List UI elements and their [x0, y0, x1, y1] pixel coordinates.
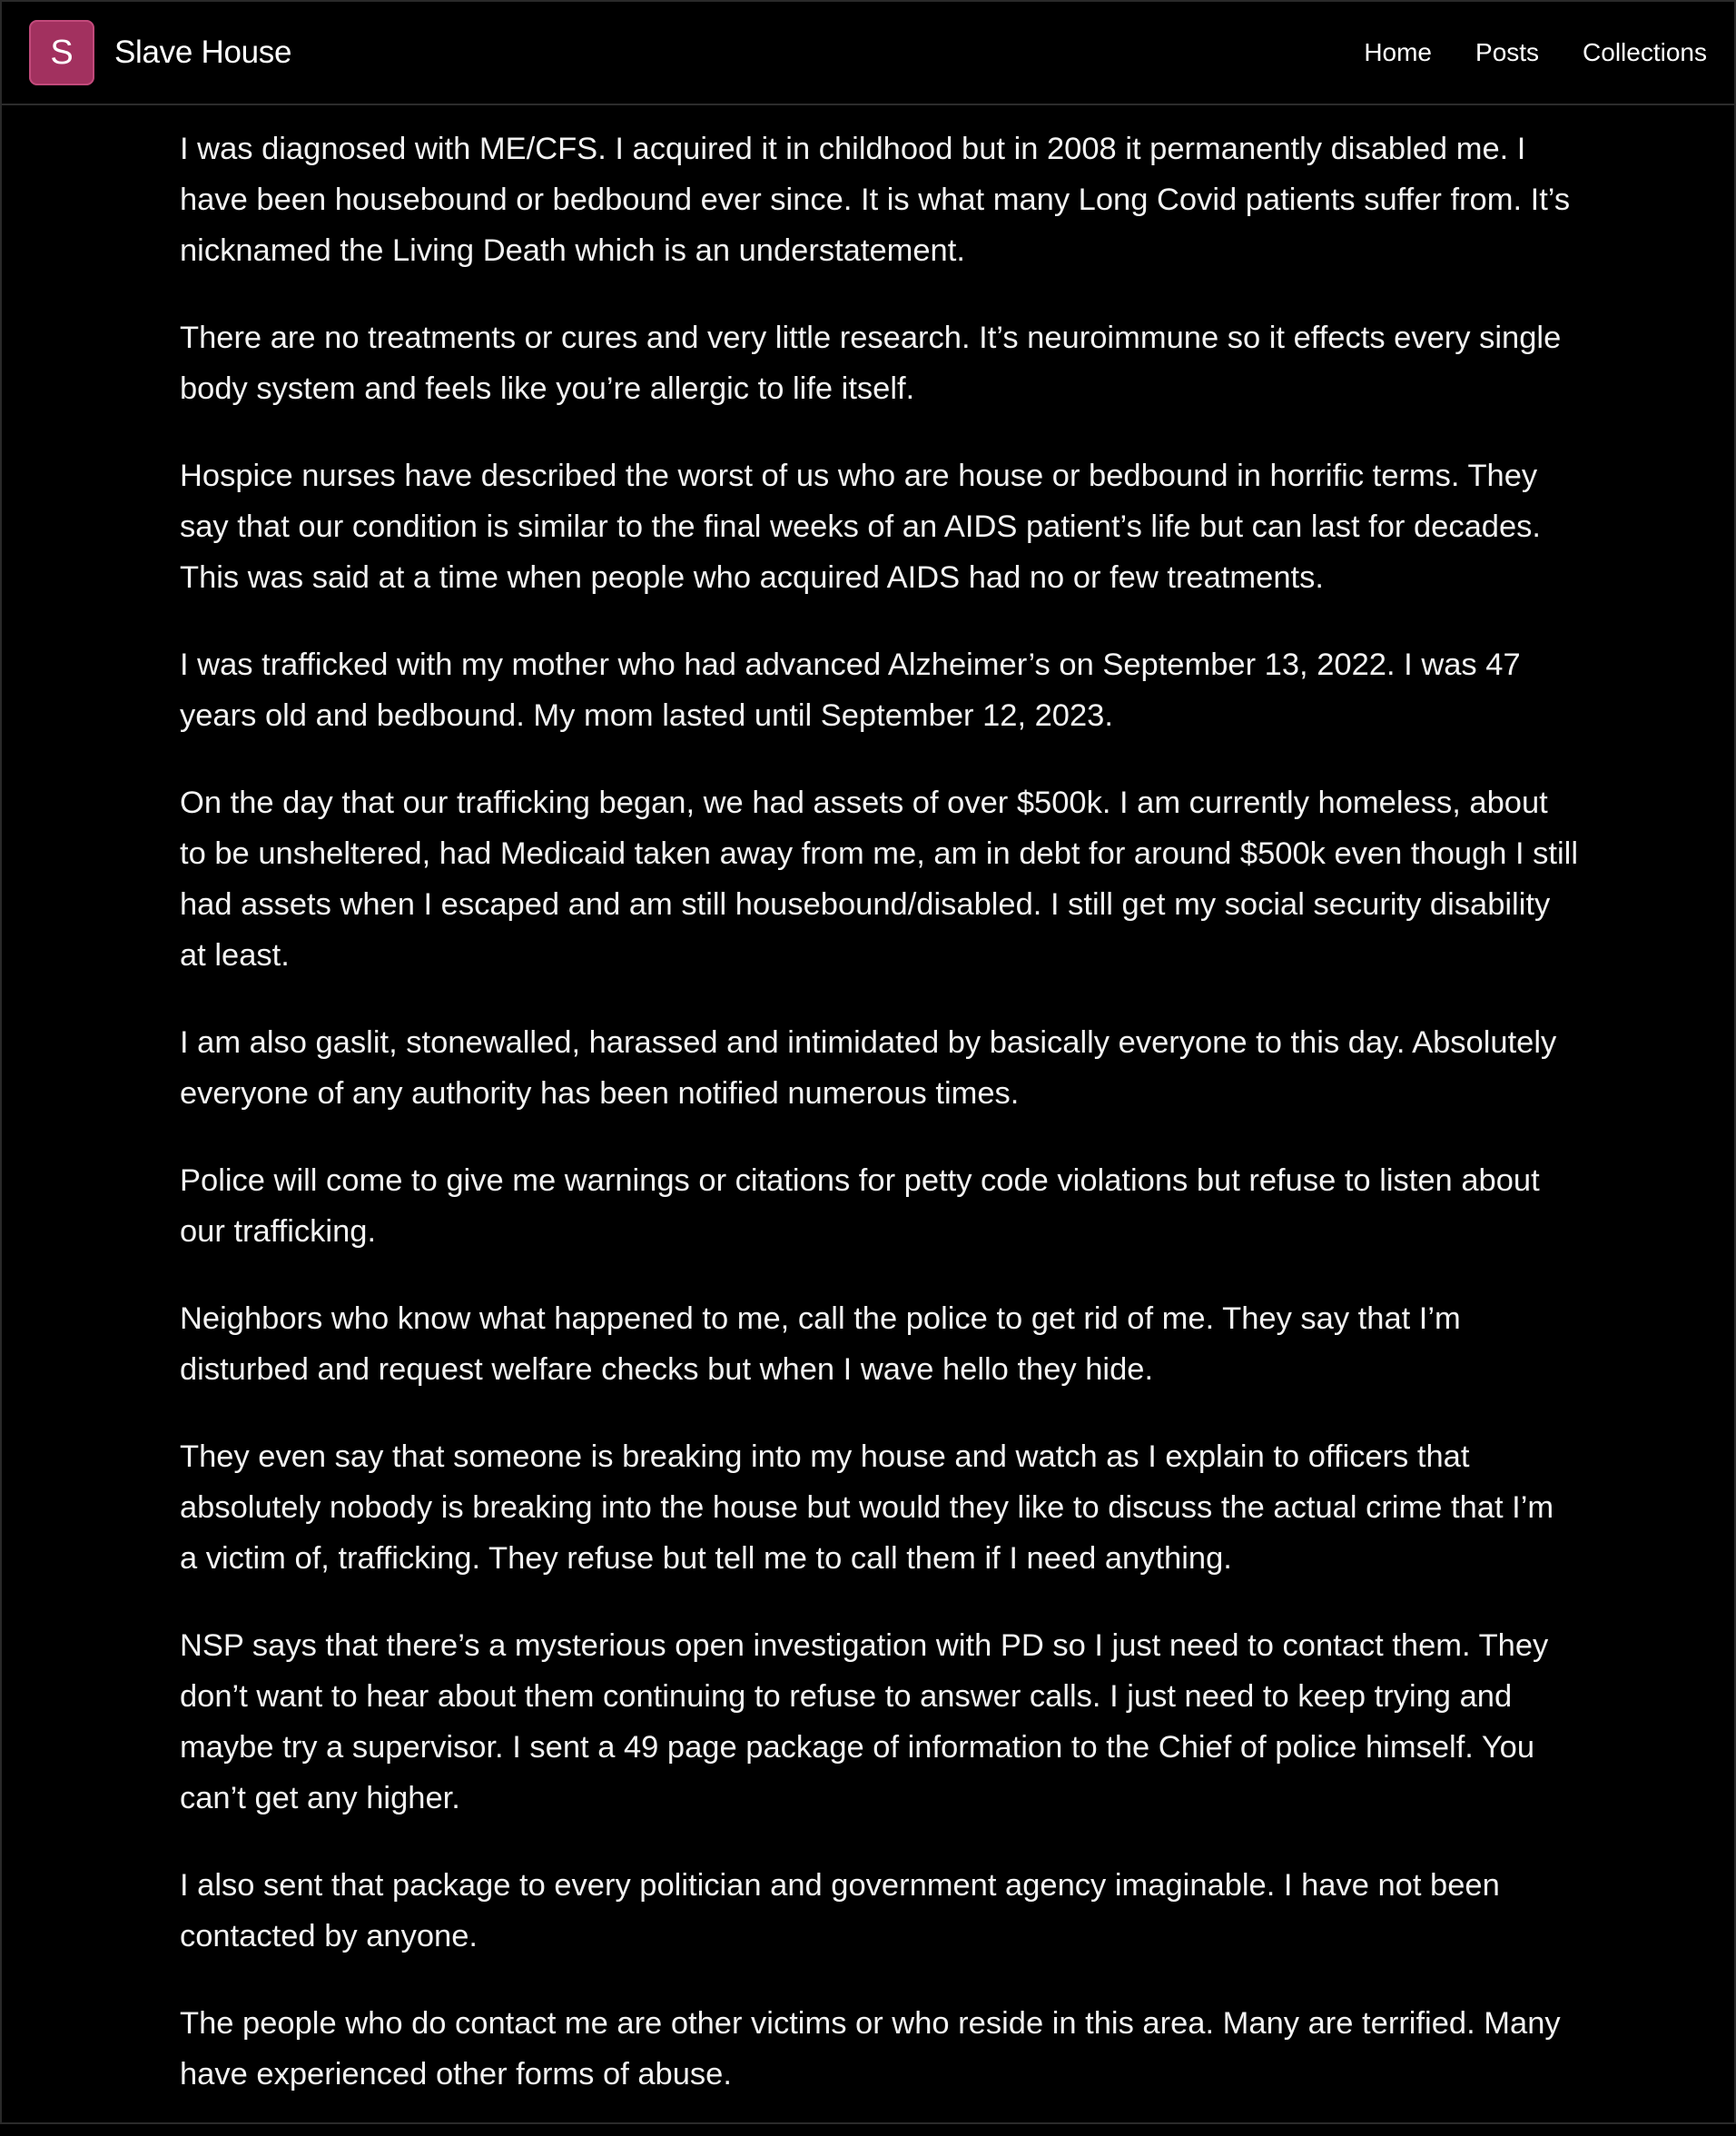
article-paragraph-5: On the day that our trafficking began, we had assets of over $500k. I am currently homeless, about to be unsheltered, had Medicaid taken away from me, am in debt for around $500k even though I still had assets when I escaped and am still housebound/disabled. I still get my social security disability at least. [180, 786, 1579, 973]
article-paragraph-11: I also sent that package to every politician and government agency imaginable. I have not been contacted by anyone. [180, 1868, 1500, 1953]
nav-collections-link[interactable]: Collections [1583, 38, 1707, 66]
main-nav [1320, 2, 1707, 104]
site-logo[interactable]: S [29, 20, 94, 85]
nav-posts-link[interactable]: Posts [1475, 38, 1540, 66]
nav-home-link[interactable]: Home [1364, 38, 1433, 66]
article-paragraph-1: I was diagnosed with ME/CFS. I acquired it in childhood but in 2008 it permanently disabled me. I have been housebound or bedbound ever since. It is what many Long Covid patients suffer from. It’s nicknamed the Living Death which is an understatement. [180, 132, 1571, 268]
article-paragraph-8: Neighbors who know what happened to me, call the police to get rid of me. They say that I’m disturbed and request welfare checks but when I wave hello they hide. [180, 1301, 1461, 1387]
article-paragraph-3: Hospice nurses have described the worst of us who are house or bedbound in horrific terms. They say that our condition is similar to the final weeks of an AIDS patient’s life but can last for decades. This was said at a time when people who acquired AIDS had no or few treatments. [180, 459, 1541, 595]
brand[interactable] [29, 20, 291, 85]
site-title[interactable]: Slave House [114, 35, 292, 70]
article-body [180, 124, 1578, 2136]
article-paragraph-10: NSP says that there’s a mysterious open investigation with PD so I just need to contact them. They don’t want to hear about them continuing to refuse to answer calls. I just need to keep trying and maybe try a supervisor. I sent a 49 page package of information to the Chief of police himself. You can’t get any higher. [180, 1628, 1549, 1815]
article-paragraph-7: Police will come to give me warnings or citations for petty code violations but refuse to listen about our trafficking. [180, 1163, 1540, 1249]
article-paragraph-4: I was trafficked with my mother who had advanced Alzheimer’s on September 13, 2022. I was 47 years old and bedbound. My mom lasted until September 12, 2023. [180, 648, 1521, 733]
article-paragraph-9: They even say that someone is breaking into my house and watch as I explain to officers that absolutely nobody is breaking into the house but would they like to discuss the actual crime that I’m a victim of, trafficking. They refuse but tell me to call them if I need anything. [180, 1439, 1554, 1576]
article-paragraph-6: I am also gaslit, stonewalled, harassed and intimidated by basically everyone to this day. Absolutely everyone of any authority has been notified numerous times. [180, 1025, 1557, 1111]
article-paragraph-12: The people who do contact me are other victims or who reside in this area. Many are terrified. Many have experienced other forms of abuse. [180, 2006, 1561, 2092]
site-header [2, 2, 1734, 105]
article-paragraph-2: There are no treatments or cures and very little research. It’s neuroimmune so it effects every single body system and feels like you’re allergic to life itself. [180, 321, 1562, 406]
